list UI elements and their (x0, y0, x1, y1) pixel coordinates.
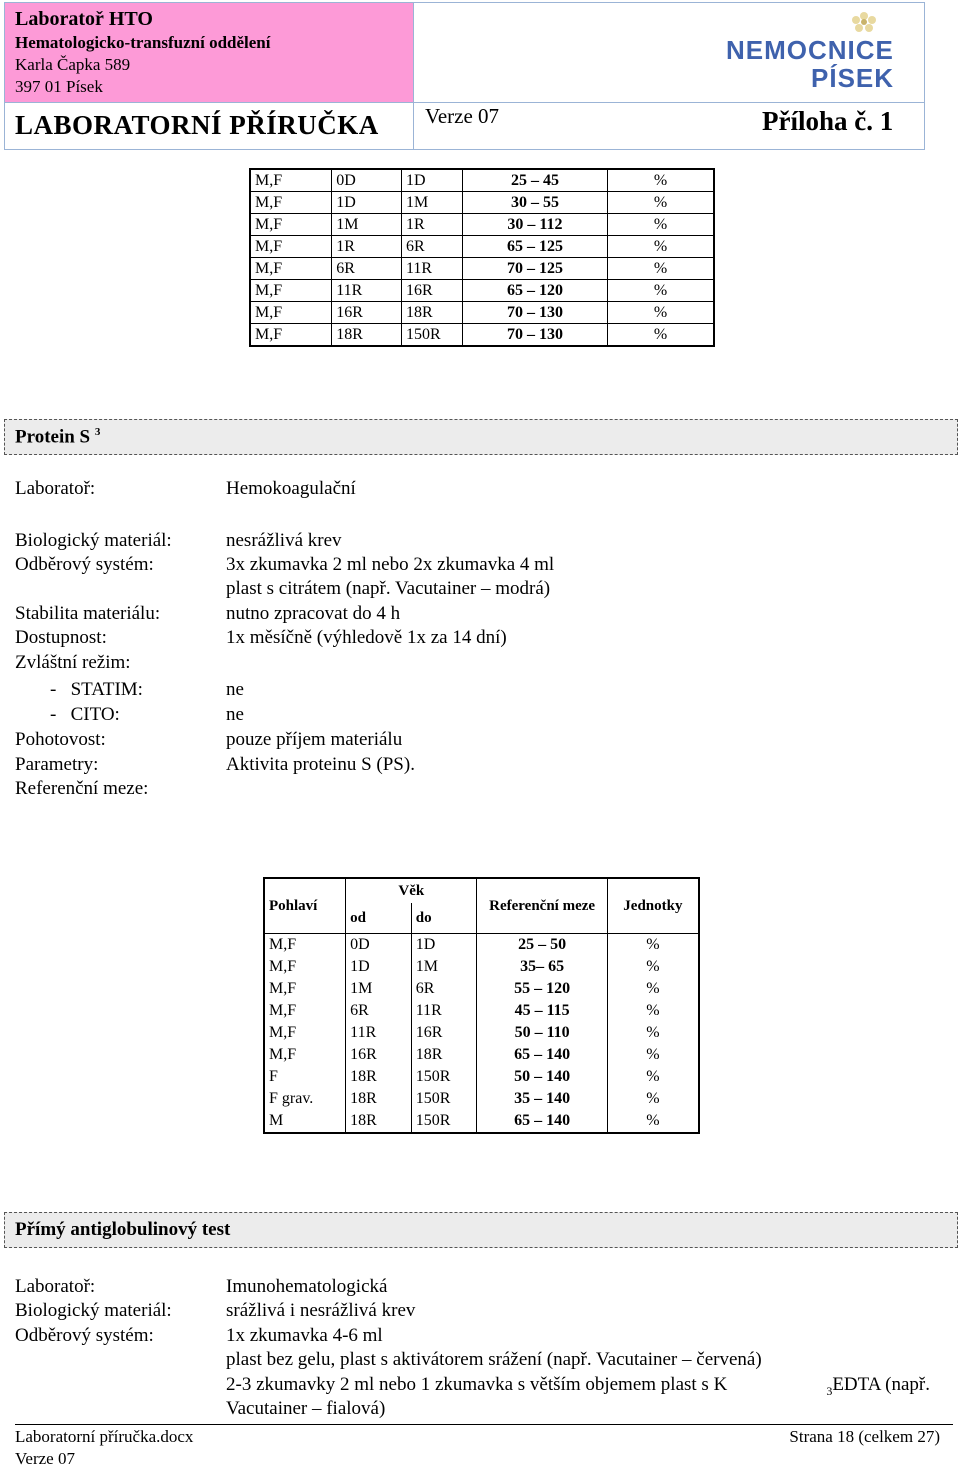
cell-range: 25 – 50 (477, 934, 607, 957)
footer-rule (15, 1424, 953, 1425)
cell-sex: M,F (264, 978, 346, 1000)
lab-label: Laboratoř: (15, 478, 96, 499)
cell-range: 65 – 140 (477, 1044, 607, 1066)
cell-age-from: 1M (332, 214, 402, 236)
city: 397 01 Písek (15, 77, 103, 96)
street: Karla Čapka 589 (15, 55, 131, 74)
table-row (250, 280, 714, 302)
cell-age-to: 11R (401, 258, 462, 280)
cell-age-from: 11R (332, 280, 402, 302)
cell-age-to: 150R (411, 1066, 477, 1088)
reference-table-protein-s (263, 877, 700, 1134)
cell-range: 30 – 112 (462, 214, 607, 236)
cell-age-to: 18R (411, 1044, 477, 1066)
stability-value: nutno zpracovat do 4 h (226, 603, 401, 624)
ref-label: Referenční meze: (15, 778, 149, 799)
cell-sex: M,F (264, 934, 346, 957)
cell-unit: % (607, 1000, 699, 1022)
cell-unit: % (607, 1110, 699, 1133)
statim-label: - STATIM: (50, 679, 143, 700)
system-label: Odběrový systém: (15, 1325, 154, 1346)
cell-unit: % (608, 324, 714, 347)
cell-age-from: 1D (332, 192, 402, 214)
cell-unit: % (607, 956, 699, 978)
cell-age-from: 18R (346, 1066, 412, 1088)
section-footnote: 3 (94, 426, 101, 438)
cell-age-to: 11R (411, 1000, 477, 1022)
header-from: od (346, 903, 412, 934)
statim-value: ne (226, 679, 244, 700)
availability-value: 1x měsíčně (výhledově 1x za 14 dní) (226, 627, 507, 648)
cell-unit: % (607, 1088, 699, 1110)
cito-value: ne (226, 704, 244, 725)
table-row (250, 324, 714, 347)
stability-label: Stabilita materiálu: (15, 603, 161, 624)
cell-age-from: 1M (346, 978, 412, 1000)
cell-unit: % (608, 280, 714, 302)
material-value: srážlivá i nesrážlivá krev (226, 1300, 416, 1321)
table-row (250, 214, 714, 236)
header-to: do (411, 903, 477, 934)
cell-sex: M,F (264, 1044, 346, 1066)
version: Verze 07 (425, 104, 500, 128)
params-label: Parametry: (15, 754, 99, 775)
cell-range: 45 – 115 (477, 1000, 607, 1022)
cell-range: 35 – 140 (477, 1088, 607, 1110)
table-row (264, 1044, 699, 1066)
cell-age-to: 18R (401, 302, 462, 324)
footer-version: Verze 07 (15, 1449, 75, 1468)
cell-range: 55 – 120 (477, 978, 607, 1000)
section-header-protein-s (4, 419, 958, 455)
emergency-label: Pohotovost: (15, 729, 106, 750)
reference-table-top (249, 168, 715, 347)
cell-age-from: 0D (346, 934, 412, 957)
logo-line2: PÍSEK (811, 63, 895, 93)
cell-age-from: 18R (332, 324, 402, 347)
system-value: plast s citrátem (např. Vacutainer – modrá) (226, 578, 551, 599)
footer-page: Strana 18 (celkem 27) (789, 1427, 940, 1446)
cell-sex: M,F (250, 169, 332, 192)
system-value: 3x zkumavka 2 ml nebo 2x zkumavka 4 ml (226, 554, 555, 575)
cell-unit: % (608, 258, 714, 280)
table-row (264, 1022, 699, 1044)
cell-age-from: 0D (332, 169, 402, 192)
cell-unit: % (607, 1066, 699, 1088)
cell-sex: M,F (250, 302, 332, 324)
cell-sex: M (264, 1110, 346, 1133)
table-row (250, 169, 714, 192)
cell-sex: M,F (250, 192, 332, 214)
cell-unit: % (607, 934, 699, 957)
cell-age-to: 1D (411, 934, 477, 957)
section-title (15, 426, 100, 448)
system-value: plast bez gelu, plast s aktivátorem srážení (např. Vacutainer – červená) (226, 1349, 762, 1370)
cell-unit: % (608, 214, 714, 236)
cell-age-from: 6R (346, 1000, 412, 1022)
lab-name: Laboratoř HTO (15, 8, 153, 30)
cell-sex: M,F (250, 258, 332, 280)
cell-range: 65 – 140 (477, 1110, 607, 1133)
cell-range: 30 – 55 (462, 192, 607, 214)
header-divider (413, 3, 414, 149)
cell-age-to: 1R (401, 214, 462, 236)
manual-title: LABORATORNÍ PŘÍRUČKA (15, 110, 379, 140)
table-row (264, 1110, 699, 1133)
system-label: Odběrový systém: (15, 554, 154, 575)
cell-age-to: 1M (411, 956, 477, 978)
lab-label: Laboratoř: (15, 1276, 96, 1297)
material-label: Biologický materiál: (15, 530, 172, 551)
cell-unit: % (608, 302, 714, 324)
material-value: nesrážlivá krev (226, 530, 342, 551)
lab-value: Imunohematologická (226, 1276, 388, 1297)
table-row (250, 302, 714, 324)
appendix: Příloha č. 1 (762, 106, 894, 136)
cell-unit: % (607, 1022, 699, 1044)
system-value-part: EDTA (např. (832, 1374, 930, 1395)
cell-sex: M,F (264, 956, 346, 978)
cell-age-from: 16R (332, 302, 402, 324)
cell-unit: % (607, 978, 699, 1000)
cell-age-to: 150R (401, 324, 462, 347)
cell-range: 65 – 120 (462, 280, 607, 302)
table-row (264, 956, 699, 978)
logo-line1: NEMOCNICE (726, 35, 894, 65)
cell-range: 25 – 45 (462, 169, 607, 192)
table-row (264, 934, 699, 957)
header-unit: Jednotky (607, 878, 699, 934)
emergency-value: pouze příjem materiálu (226, 729, 403, 750)
department: Hematologicko-transfuzní oddělení (15, 33, 271, 52)
cell-unit: % (607, 1044, 699, 1066)
special-label: Zvláštní režim: (15, 652, 131, 673)
cell-range: 70 – 130 (462, 302, 607, 324)
cito-label: - CITO: (50, 704, 120, 725)
cell-sex: M,F (264, 1000, 346, 1022)
system-value-part: 2-3 zkumavky 2 ml nebo 1 zkumavka s větším objemem plast s K (226, 1374, 728, 1395)
cell-sex: M,F (250, 214, 332, 236)
availability-label: Dostupnost: (15, 627, 107, 648)
params-value: Aktivita proteinu S (PS). (226, 754, 415, 775)
cell-age-to: 16R (401, 280, 462, 302)
cell-age-from: 1R (332, 236, 402, 258)
cell-age-from: 1D (346, 956, 412, 978)
cell-sex: F (264, 1066, 346, 1088)
hospital-logo (726, 10, 911, 95)
section-title: Přímý antiglobulinový test (15, 1219, 231, 1240)
cell-age-from: 6R (332, 258, 402, 280)
cell-range: 65 – 125 (462, 236, 607, 258)
table-row (264, 1000, 699, 1022)
cell-unit: % (608, 169, 714, 192)
cell-age-to: 150R (411, 1110, 477, 1133)
header-divider (5, 102, 924, 103)
cell-range: 50 – 110 (477, 1022, 607, 1044)
header-age: Věk (346, 878, 477, 903)
system-value-subscript: 3 (826, 1383, 833, 1398)
cell-range: 50 – 140 (477, 1066, 607, 1088)
cell-unit: % (608, 192, 714, 214)
table-row (264, 978, 699, 1000)
cell-sex: M,F (250, 280, 332, 302)
cell-age-to: 6R (401, 236, 462, 258)
table-row (264, 1088, 699, 1110)
cell-age-to: 1M (401, 192, 462, 214)
table-row (250, 258, 714, 280)
system-value: 1x zkumavka 4-6 ml (226, 1325, 383, 1346)
system-value: Vacutainer – fialová) (226, 1398, 386, 1419)
footer-file: Laboratorní příručka.docx (15, 1427, 194, 1446)
cell-age-from: 18R (346, 1110, 412, 1133)
material-label: Biologický materiál: (15, 1300, 172, 1321)
header-ref: Referenční meze (477, 878, 607, 934)
cell-sex: M,F (250, 324, 332, 347)
cell-age-to: 150R (411, 1088, 477, 1110)
cell-sex: M,F (250, 236, 332, 258)
section-title-text: Protein S (15, 426, 91, 448)
cell-sex: M,F (264, 1022, 346, 1044)
cell-age-from: 11R (346, 1022, 412, 1044)
table-row (250, 192, 714, 214)
cell-age-from: 16R (346, 1044, 412, 1066)
cell-age-from: 18R (346, 1088, 412, 1110)
cell-age-to: 6R (411, 978, 477, 1000)
header-sex: Pohlaví (264, 878, 346, 934)
table-row (250, 236, 714, 258)
cell-range: 35– 65 (477, 956, 607, 978)
cell-age-to: 1D (401, 169, 462, 192)
cell-age-to: 16R (411, 1022, 477, 1044)
cell-unit: % (608, 236, 714, 258)
table-row (264, 1066, 699, 1088)
cell-range: 70 – 125 (462, 258, 607, 280)
lab-value: Hemokoagulační (226, 478, 356, 499)
cell-range: 70 – 130 (462, 324, 607, 347)
cell-sex: F grav. (264, 1088, 346, 1110)
